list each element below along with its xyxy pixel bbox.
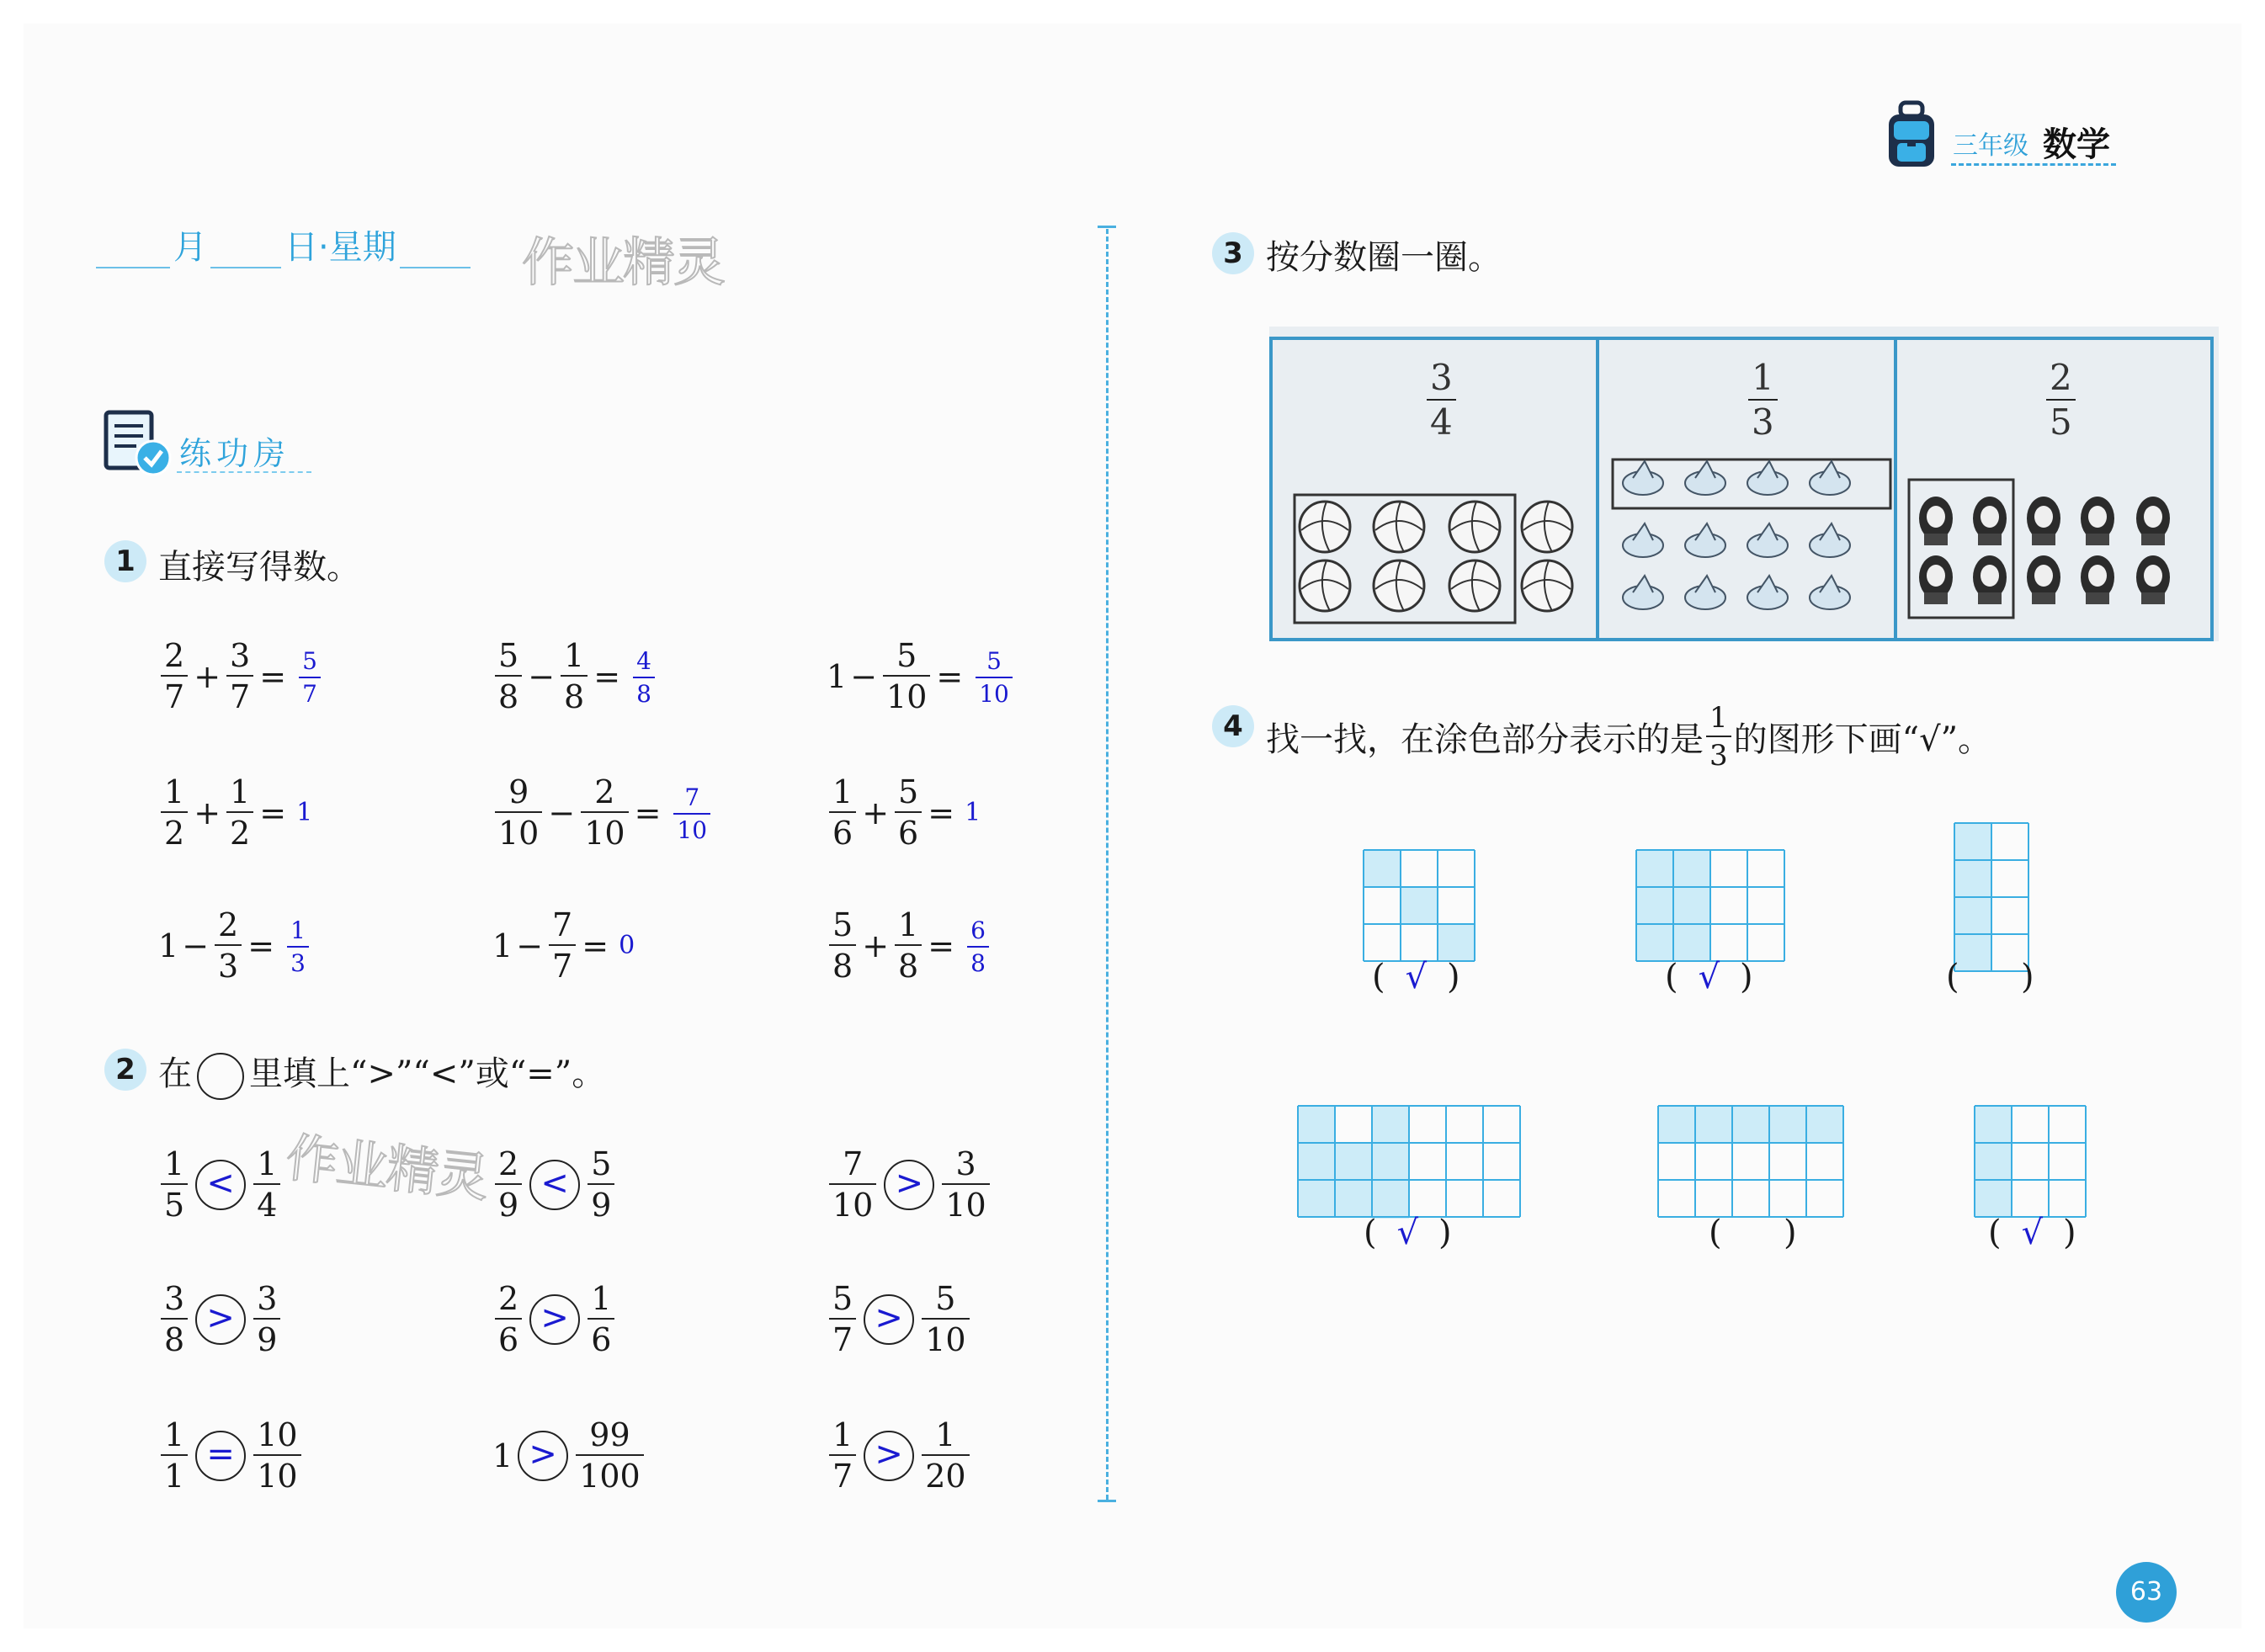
girl-icon <box>2088 506 2107 528</box>
shaded-cell <box>1364 850 1401 887</box>
fraction <box>161 773 188 852</box>
numerator: 3 <box>257 1280 278 1317</box>
answer-parentheses: ( ) <box>1946 958 2034 996</box>
fraction <box>495 773 542 852</box>
numerator: 5 <box>302 647 317 675</box>
denominator: 6 <box>588 1318 614 1356</box>
denominator: 4 <box>253 1183 280 1221</box>
denominator: 1 <box>161 1454 188 1492</box>
equals-sign: = <box>259 794 287 831</box>
grade-label: 三年级 <box>1953 131 2028 161</box>
numerator: 1 <box>564 637 585 674</box>
shaded-cell <box>1438 924 1475 961</box>
fraction <box>829 1416 856 1495</box>
answer-circle: > <box>195 1294 246 1345</box>
shaded-cell <box>1806 1106 1843 1143</box>
numerator: 1 <box>591 1280 612 1317</box>
shaded-cell <box>1401 887 1438 924</box>
denominator: 9 <box>588 1183 614 1221</box>
denominator: 10 <box>673 813 710 842</box>
q3-picture <box>1269 327 2219 641</box>
numerator: 1 <box>1752 357 1774 398</box>
equals-sign: = <box>928 927 955 964</box>
comparison <box>827 1416 972 1495</box>
answer <box>671 783 713 842</box>
denominator: 9 <box>253 1318 280 1356</box>
bird-icon <box>1633 461 1653 478</box>
denominator: 3 <box>287 946 309 975</box>
denominator: 8 <box>161 1318 188 1356</box>
expression <box>827 906 992 985</box>
numerator: 3 <box>230 637 251 674</box>
girl-icon <box>2034 506 2053 528</box>
comparison <box>158 1145 283 1224</box>
shaded-cell <box>1372 1180 1409 1217</box>
fraction <box>253 1416 300 1495</box>
numerator: 5 <box>986 647 1002 675</box>
denominator: 7 <box>829 1454 856 1492</box>
fraction <box>215 906 242 985</box>
picture-drawing <box>1269 327 2219 641</box>
bird-icon <box>1757 523 1778 540</box>
numerator: 5 <box>896 637 917 674</box>
equals-sign: = <box>634 794 662 831</box>
operator: + <box>194 794 221 831</box>
fraction <box>633 647 655 708</box>
comparison <box>492 1280 617 1358</box>
page-number: 63 <box>2116 1562 2177 1623</box>
fraction <box>829 1280 856 1358</box>
shaded-cell <box>1636 850 1673 887</box>
fraction <box>922 1280 969 1358</box>
numerator: 1 <box>832 1416 853 1453</box>
answer-circle: > <box>518 1431 568 1481</box>
girl-icon <box>1981 565 1999 587</box>
girl-icon <box>2144 506 2162 528</box>
month-label: 月 <box>173 228 207 267</box>
expression <box>492 773 713 852</box>
equals-sign: = <box>936 657 964 695</box>
shaded-cell <box>1372 1143 1409 1180</box>
denominator: 7 <box>549 944 576 982</box>
comparison <box>827 1145 992 1224</box>
denominator: 6 <box>829 811 856 849</box>
comparison <box>492 1416 646 1495</box>
grid-figure <box>1362 848 1476 963</box>
fraction <box>588 1280 614 1358</box>
girl-icon <box>1978 592 2002 604</box>
denominator: 8 <box>495 675 522 713</box>
answer-parentheses: ( √ ) <box>1372 958 1460 996</box>
numerator: 1 <box>832 773 853 810</box>
denominator: 4 <box>1427 399 1456 440</box>
answer <box>973 646 1015 706</box>
shaded-cell <box>1636 924 1673 961</box>
denominator: 3 <box>1706 736 1731 770</box>
bird-icon <box>1820 576 1840 592</box>
whole-number: 0 <box>619 931 635 960</box>
denominator: 3 <box>1748 399 1778 440</box>
numerator: 2 <box>594 773 615 810</box>
fraction <box>253 1145 280 1224</box>
bird-icon <box>1757 461 1778 478</box>
equals-sign: = <box>259 657 287 695</box>
denominator: 2 <box>161 811 188 849</box>
denominator: 2 <box>226 811 253 849</box>
fraction <box>829 1145 876 1224</box>
fraction <box>576 1416 644 1495</box>
denominator: 5 <box>2046 399 2076 440</box>
shaded-cell <box>1954 897 1991 934</box>
fraction <box>976 647 1013 708</box>
bird-icon <box>1695 523 1715 540</box>
whole-number: 1 <box>296 798 313 827</box>
bird-icon <box>1633 523 1653 540</box>
expression <box>827 773 981 852</box>
whole-number: 1 <box>158 927 179 964</box>
numerator: 1 <box>164 773 185 810</box>
shaded-cell <box>1673 887 1710 924</box>
expression <box>827 637 1015 715</box>
grid-figure <box>1635 848 1786 963</box>
denominator: 10 <box>495 811 542 849</box>
shaded-cell <box>1975 1106 2012 1143</box>
fraction <box>895 773 922 852</box>
whole-number: 1 <box>492 1437 513 1474</box>
numerator: 1 <box>1709 701 1728 735</box>
equals-sign: = <box>582 927 609 964</box>
answer <box>965 798 981 827</box>
fraction <box>895 906 922 985</box>
girl-icon <box>1924 592 1948 604</box>
denominator: 10 <box>829 1183 876 1221</box>
numerator: 1 <box>164 1145 185 1182</box>
denominator: 8 <box>829 944 856 982</box>
numerator: 7 <box>684 784 700 811</box>
bird-icon <box>1820 523 1840 540</box>
numerator: 4 <box>636 647 651 675</box>
girl-icon <box>2086 534 2109 545</box>
numerator: 6 <box>970 916 986 944</box>
q2-prompt-b: 里填上“>”“<”或“=”。 <box>249 1054 606 1093</box>
numerator: 5 <box>832 906 853 943</box>
q4-prompt-a: 找一找，在涂色部分表示的是 <box>1266 720 1704 759</box>
equals-sign: = <box>593 657 621 695</box>
fraction <box>673 786 710 842</box>
question-4-prompt <box>1266 701 1992 773</box>
girl-icon <box>2088 565 2107 587</box>
fraction <box>495 1145 522 1224</box>
whole-number: 1 <box>965 798 981 827</box>
girl-icon <box>1981 506 1999 528</box>
answer-parentheses: ( √ ) <box>1665 958 1753 996</box>
date-line <box>93 220 474 268</box>
question-number: 4 <box>1212 705 1254 747</box>
answer-circle: < <box>195 1160 246 1210</box>
fraction <box>226 773 253 852</box>
backpack-icon <box>1882 96 1941 172</box>
numerator: 10 <box>257 1416 298 1453</box>
fraction <box>829 906 856 985</box>
numerator: 5 <box>591 1145 612 1182</box>
grid-figure <box>1973 1104 2087 1219</box>
page-divider <box>1106 229 1109 1500</box>
shaded-cell <box>1975 1180 2012 1217</box>
denominator: 10 <box>581 811 628 849</box>
divider-cap <box>1098 226 1116 228</box>
numerator: 5 <box>832 1280 853 1317</box>
denominator: 10 <box>976 677 1013 706</box>
check-mark: √ <box>1405 958 1428 996</box>
numerator: 1 <box>898 906 919 943</box>
numerator: 3 <box>955 1145 976 1182</box>
numerator: 7 <box>552 906 573 943</box>
denominator: 20 <box>922 1454 969 1492</box>
girl-icon <box>1924 534 1948 545</box>
denominator: 9 <box>495 1183 522 1221</box>
numerator: 1 <box>164 1416 185 1453</box>
denominator: 8 <box>967 946 989 975</box>
expression <box>158 637 323 715</box>
equals-sign: = <box>247 927 275 964</box>
shaded-cell <box>1732 1106 1769 1143</box>
bird-icon <box>1820 461 1840 478</box>
question-3-prompt: 按分数圈一圈。 <box>1266 238 1502 277</box>
comparison <box>492 1145 617 1224</box>
answer-parentheses: ( √ ) <box>1364 1214 1452 1252</box>
grid-figure <box>1656 1104 1845 1219</box>
whole-number: 1 <box>492 927 513 964</box>
answer-circle: < <box>529 1160 580 1210</box>
numerator: 1 <box>257 1145 278 1182</box>
numerator: 2 <box>498 1280 519 1317</box>
q2-prompt-a: 在 <box>158 1054 192 1093</box>
numerator: 2 <box>2050 357 2072 398</box>
bird-icon <box>1695 461 1715 478</box>
denominator: 6 <box>495 1318 522 1356</box>
watermark: 作业精灵 <box>283 1126 491 1209</box>
denominator: 7 <box>829 1318 856 1356</box>
shaded-cell <box>1975 1143 2012 1180</box>
answer <box>619 931 635 960</box>
subject-label: 数学 <box>2043 125 2110 164</box>
shaded-cell <box>1954 823 1991 860</box>
shaded-cell <box>1673 924 1710 961</box>
answer <box>965 916 992 975</box>
numerator: 3 <box>164 1280 185 1317</box>
fraction <box>161 1280 188 1358</box>
q4-fraction <box>1706 701 1731 773</box>
fraction <box>942 1145 989 1224</box>
expression <box>158 773 313 852</box>
operator: + <box>862 927 890 964</box>
fraction <box>588 1145 614 1224</box>
fraction <box>299 647 321 708</box>
answer-circle: > <box>529 1294 580 1345</box>
fraction <box>549 906 576 985</box>
answer-circle: > <box>864 1294 914 1345</box>
shaded-cell <box>1695 1106 1732 1143</box>
shaded-cell <box>1298 1180 1335 1217</box>
fraction <box>829 773 856 852</box>
denominator: 5 <box>161 1183 188 1221</box>
operator: − <box>182 927 210 964</box>
numerator: 5 <box>498 637 519 674</box>
check-mark: √ <box>1698 958 1720 996</box>
fraction <box>287 916 309 977</box>
denominator: 8 <box>895 944 922 982</box>
grid-figure <box>1953 821 2030 973</box>
shaded-cell <box>1335 1180 1372 1217</box>
fraction <box>253 1280 280 1358</box>
expression <box>158 906 311 985</box>
divider-cap <box>1098 1500 1116 1502</box>
question-number: 2 <box>104 1049 146 1091</box>
girl-icon <box>2032 534 2055 545</box>
whole-number: 1 <box>827 657 848 695</box>
section-title: 练功房 <box>179 435 291 472</box>
equals-sign: = <box>928 794 955 831</box>
denominator: 6 <box>895 811 922 849</box>
question-number: 3 <box>1212 232 1254 274</box>
denominator: 8 <box>633 677 655 706</box>
operator: − <box>516 927 544 964</box>
numerator: 5 <box>898 773 919 810</box>
shaded-cell <box>1372 1106 1409 1143</box>
answer <box>296 798 312 827</box>
fraction <box>495 1280 522 1358</box>
answer-circle: > <box>884 1160 934 1210</box>
denominator: 3 <box>215 944 242 982</box>
comparison <box>158 1280 283 1358</box>
answer-circle: > <box>864 1431 914 1481</box>
girl-icon <box>1978 534 2002 545</box>
girl-icon <box>2086 592 2109 604</box>
question-2-prompt <box>158 1047 605 1100</box>
numerator: 99 <box>589 1416 630 1453</box>
operator: − <box>850 657 878 695</box>
comparison <box>827 1280 972 1358</box>
girl-icon <box>2144 565 2162 587</box>
bird-icon <box>1633 576 1653 592</box>
fraction <box>226 637 253 715</box>
shaded-cell <box>1769 1106 1806 1143</box>
header-underline <box>1951 163 2116 166</box>
shaded-cell <box>1298 1106 1335 1143</box>
q4-prompt-b: 的图形下画“√”。 <box>1733 720 1992 759</box>
bird-icon <box>1695 576 1715 592</box>
circle-blank-icon <box>197 1053 244 1100</box>
numerator: 2 <box>164 637 185 674</box>
check-mark: √ <box>2021 1214 2044 1252</box>
operator: + <box>194 657 221 695</box>
girl-icon <box>2141 534 2165 545</box>
watermark: 作业精灵 <box>522 231 725 293</box>
answer-parentheses: ( √ ) <box>1988 1214 2076 1252</box>
denominator: 8 <box>561 675 588 713</box>
check-mark: √ <box>1396 1214 1419 1252</box>
shaded-cell <box>1298 1143 1335 1180</box>
section-underline <box>177 471 311 473</box>
checklist-icon <box>103 409 178 481</box>
numerator: 5 <box>935 1280 956 1317</box>
answer <box>284 916 311 975</box>
comparison <box>158 1416 304 1495</box>
denominator: 10 <box>922 1318 969 1356</box>
fraction <box>161 637 188 715</box>
shaded-cell <box>1636 887 1673 924</box>
girl-icon <box>1927 565 1945 587</box>
numerator: 1 <box>935 1416 956 1453</box>
fraction <box>561 637 588 715</box>
expression <box>492 906 635 985</box>
operator: + <box>862 794 890 831</box>
numerator: 1 <box>290 916 306 944</box>
fraction <box>883 637 930 715</box>
girl-icon <box>2032 592 2055 604</box>
answer <box>630 646 657 706</box>
shaded-cell <box>1335 1143 1372 1180</box>
day-label: 日 <box>284 228 318 267</box>
question-number: 1 <box>104 540 146 582</box>
denominator: 7 <box>299 677 321 706</box>
week-label: ·星期 <box>318 228 396 267</box>
fraction <box>161 1416 188 1495</box>
fraction <box>495 637 522 715</box>
answer-parentheses: ( ) <box>1709 1214 1797 1252</box>
answer-circle: = <box>195 1431 246 1481</box>
answer <box>296 646 323 706</box>
fraction <box>161 1145 188 1224</box>
operator: − <box>528 657 556 695</box>
denominator: 10 <box>883 675 930 713</box>
denominator: 7 <box>161 675 188 713</box>
expression <box>492 637 657 715</box>
denominator: 10 <box>942 1183 989 1221</box>
denominator: 7 <box>226 675 253 713</box>
fraction <box>922 1416 969 1495</box>
shaded-cell <box>1673 850 1710 887</box>
shaded-cell <box>1658 1106 1695 1143</box>
numerator: 1 <box>230 773 251 810</box>
question-1-prompt: 直接写得数。 <box>158 548 360 587</box>
operator: − <box>548 794 576 831</box>
numerator: 9 <box>508 773 529 810</box>
bird-icon <box>1757 576 1778 592</box>
denominator: 10 <box>253 1454 300 1492</box>
girl-icon <box>1927 506 1945 528</box>
girl-icon <box>2034 565 2053 587</box>
denominator: 100 <box>576 1454 644 1492</box>
girl-icon <box>2141 592 2165 604</box>
numerator: 2 <box>498 1145 519 1182</box>
fraction <box>967 916 989 977</box>
shaded-cell <box>1954 860 1991 897</box>
numerator: 7 <box>843 1145 864 1182</box>
numerator: 3 <box>1430 357 1453 398</box>
numerator: 2 <box>218 906 239 943</box>
grid-figure <box>1296 1104 1522 1219</box>
fraction <box>581 773 628 852</box>
